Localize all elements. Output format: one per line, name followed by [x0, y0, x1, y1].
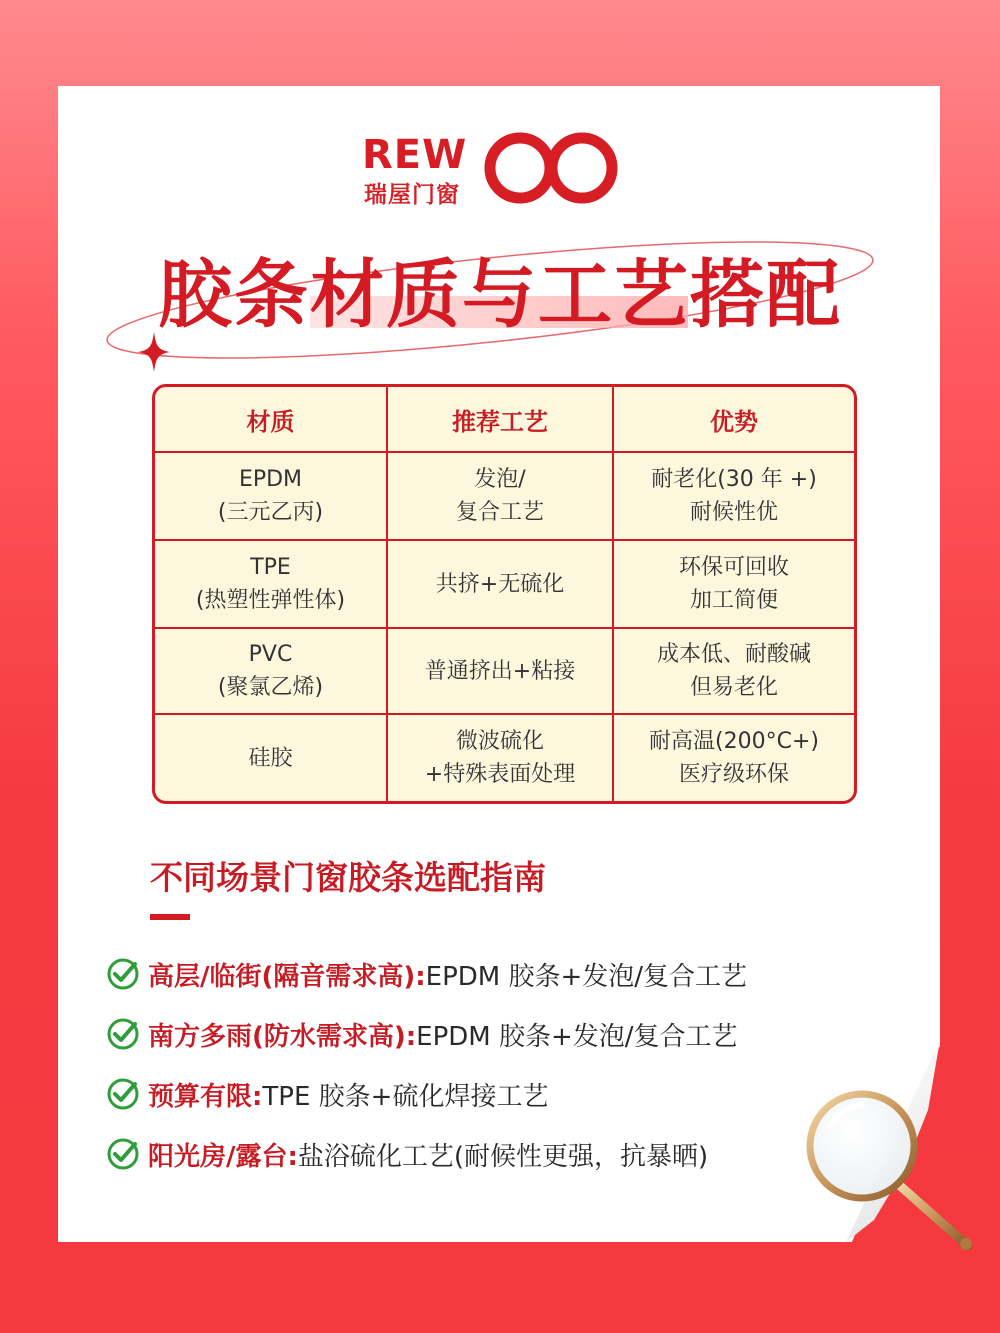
advantage-line: 但易老化 [689, 675, 778, 700]
guide-item-text: EPDM 胶条+发泡/复合工艺 [425, 961, 748, 992]
sparkle-icon [138, 332, 170, 372]
guide-item-label: 南方多雨(防水需求高): [148, 1021, 417, 1052]
cell-process [388, 541, 614, 629]
check-circle-icon [106, 957, 140, 991]
material-cn: (热塑性弹性体) [195, 588, 346, 613]
material-cn: (聚氯乙烯) [217, 675, 324, 700]
logo-rew-text: REW [362, 132, 468, 178]
process-line: +特殊表面处理 [424, 762, 576, 787]
table-header-row [155, 387, 854, 453]
advantage-line: 耐老化(30 年 +) [651, 467, 817, 492]
cell-advantage [614, 541, 854, 629]
cell-advantage [614, 629, 854, 715]
process-line: 复合工艺 [455, 500, 544, 525]
material-name: EPDM [238, 467, 303, 492]
advantage-line: 成本低、耐酸碱 [656, 642, 811, 667]
table-row [155, 453, 854, 541]
process-line: 微波硫化 [455, 729, 544, 754]
check-circle-icon [106, 1017, 140, 1051]
material-name: TPE [250, 555, 291, 580]
list-item [106, 944, 747, 1004]
guide-item-text: TPE 胶条+硫化焊接工艺 [262, 1081, 549, 1112]
material-name: 硅胶 [248, 745, 293, 771]
cell-process [388, 453, 614, 541]
logo-oo-mark [482, 128, 642, 208]
page-title: 胶条材质与工艺搭配 [158, 252, 842, 338]
guide-item-text: 盐浴硫化工艺(耐候性更强，抗暴晒) [297, 1141, 709, 1172]
advantage-line: 医疗级环保 [678, 762, 789, 787]
table-row [155, 715, 854, 801]
cell-material [155, 541, 388, 629]
header-process: 推荐工艺 [388, 387, 614, 453]
advantage-line: 环保可回收 [678, 555, 789, 580]
guide-item-label: 高层/临街(隔音需求高): [148, 961, 426, 992]
process-line: 普通挤出+粘接 [424, 658, 576, 684]
advantage-line: 耐高温(200°C+) [649, 729, 819, 754]
material-name: PVC [248, 642, 293, 667]
cell-advantage [614, 453, 854, 541]
header-advantage: 优势 [614, 387, 854, 453]
list-item [106, 1064, 747, 1124]
guide-title: 不同场景门窗胶条选配指南 [150, 858, 546, 897]
guide-item-label: 阳光房/露台: [148, 1141, 298, 1172]
cell-material [155, 453, 388, 541]
cell-process [388, 629, 614, 715]
magnifying-glass-icon [800, 1086, 980, 1256]
guide-list [106, 944, 747, 1184]
cell-material [155, 715, 388, 801]
process-line: 发泡/ [474, 467, 526, 492]
material-table [152, 384, 857, 804]
header-material: 材质 [155, 387, 388, 453]
list-item [106, 1004, 747, 1064]
table-row [155, 541, 854, 629]
check-circle-icon [106, 1137, 140, 1171]
check-circle-icon [106, 1077, 140, 1111]
material-cn: (三元乙丙) [217, 500, 324, 525]
process-line: 共挤+无硫化 [435, 571, 565, 597]
advantage-line: 耐候性优 [689, 500, 778, 525]
table-row [155, 629, 854, 715]
list-item [106, 1124, 747, 1184]
cell-advantage [614, 715, 854, 801]
advantage-line: 加工简便 [689, 588, 778, 613]
logo-cn-text: 瑞屋门窗 [364, 182, 460, 208]
guide-item-label: 预算有限: [148, 1081, 263, 1112]
cell-process [388, 715, 614, 801]
guide-item-text: EPDM 胶条+发泡/复合工艺 [416, 1021, 738, 1052]
guide-title-underline [150, 914, 190, 920]
cell-material [155, 629, 388, 715]
